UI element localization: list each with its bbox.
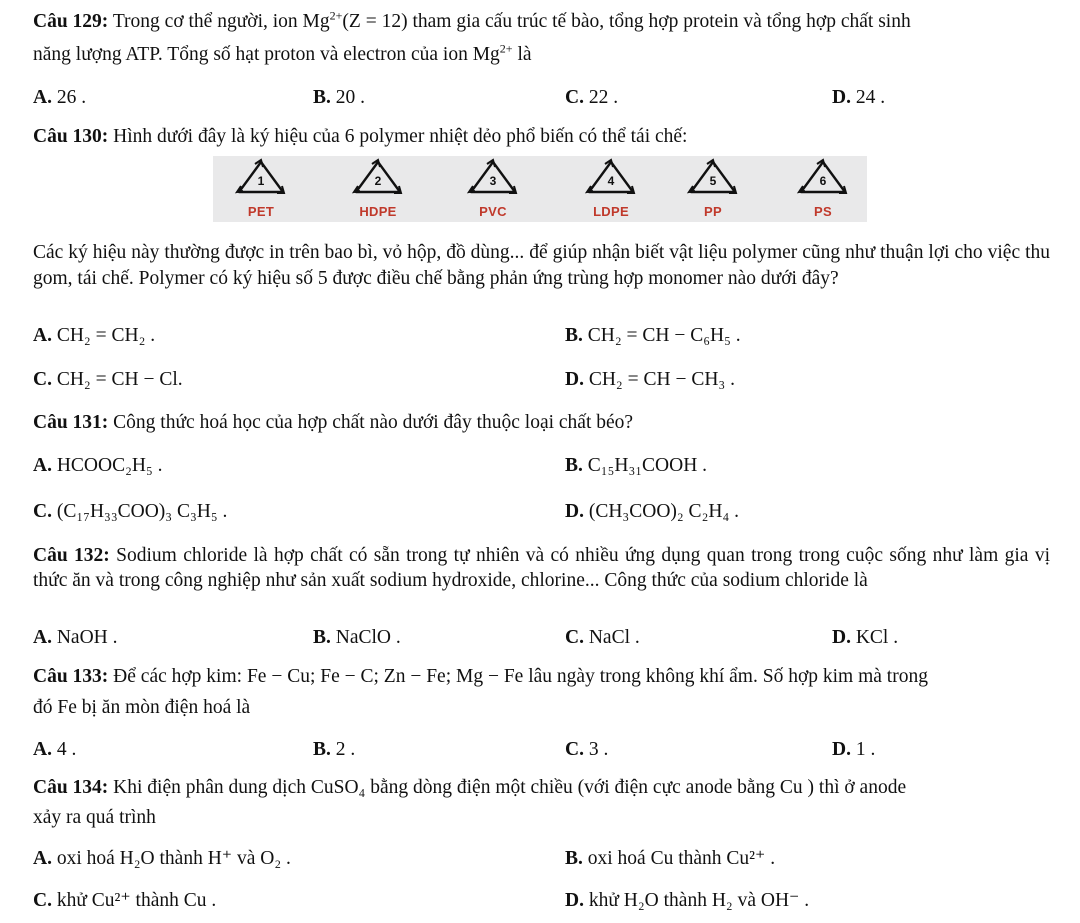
q131-option-c[interactable]: C. (C₁₇H₃₃COO)₃ C₃H₅ . (33, 501, 228, 522)
recycle-symbol-5 (673, 158, 753, 220)
q133-text: Để các hợp kim: (108, 666, 247, 687)
q130-option-b[interactable]: B. CH₂ = CH − C₆H₅ . (565, 325, 741, 346)
cuso4-formula: CuSO₄ (310, 777, 366, 798)
q129-option-a[interactable]: A. 26 . (33, 87, 87, 108)
q133-option-d[interactable]: D. 1 . (832, 739, 876, 760)
q130-line1 (33, 125, 1050, 149)
q129-option-c[interactable]: C. 22 . (565, 87, 619, 108)
recycle-code-4: 4 (607, 174, 615, 188)
recycle-symbol-3 (453, 158, 533, 220)
q133-option-a[interactable]: A. 4 . (33, 739, 77, 760)
q131-line1 (33, 411, 1050, 435)
q131-option-d[interactable]: D. (CH₃COO)₂ C₂H₄ . (565, 501, 739, 522)
mg-ion-2: $Mg^{2+}$ (472, 41, 513, 65)
q133-line1 (33, 665, 1050, 689)
q132-option-d[interactable]: D. KCl . (832, 627, 899, 648)
q130-stem: Hình dưới đây là ký hiệu của 6 polymer nhiệt dẻo phổ biến có thể tái chế: (108, 126, 688, 147)
q132-option-b[interactable]: B. NaClO . (313, 627, 401, 648)
q129-text-3: năng lượng ATP. Tổng số hạt proton và electron của ion (33, 44, 473, 65)
recycle-abbr-5: PP (704, 204, 722, 219)
recycle-code-6: 6 (819, 174, 827, 188)
q130-option-a[interactable]: A. CH₂ = CH₂ . (33, 325, 156, 346)
q131-option-a[interactable]: A. HCOOC₂H₅ . (33, 455, 163, 476)
q134-text: Khi điện phân dung dịch (108, 777, 311, 798)
q130-option-c[interactable]: C. CH₂ = CH − Cl. (33, 369, 183, 390)
q130-number: Câu 130: (33, 126, 109, 147)
q129-option-b[interactable]: B. 20 . (313, 87, 366, 108)
q134-text-2: bằng dòng điện một chiều (với điện cực anode bằng Cu ) thì ở anode (365, 777, 907, 798)
recycle-abbr-6: PS (814, 204, 832, 219)
recycle-abbr-3: PVC (479, 204, 507, 219)
q134-number: Câu 134: (33, 777, 109, 798)
q133-option-b[interactable]: B. 2 . (313, 739, 356, 760)
q129-text-2: tham gia cấu trúc tế bào, tổng hợp protein và tổng hợp chất sinh (407, 11, 911, 32)
q134-option-d[interactable]: D. khử H₂O thành H₂ và OH⁻ . (565, 890, 810, 911)
recycle-code-5: 5 (709, 174, 717, 188)
q133-text-2: lâu ngày trong không khí ẩm. Số hợp kim mà trong (523, 666, 928, 687)
q134-option-c[interactable]: C. khử Cu²⁺ thành Cu . (33, 890, 217, 911)
q134-line1 (33, 776, 1050, 800)
q129-text: Trong cơ thể người, ion (108, 11, 303, 32)
q130-option-d[interactable]: D. CH₂ = CH − CH₃ . (565, 369, 735, 390)
recycle-symbol-1 (221, 158, 301, 220)
recycle-abbr-1: PET (247, 204, 275, 219)
q132-option-a[interactable]: A. NaOH . (33, 627, 118, 648)
q129-line1 (33, 10, 1050, 34)
alloy-list: Fe − Cu; Fe − C; Zn − Fe; Mg − Fe (246, 666, 524, 687)
q134-line2: xảy ra quá trình (33, 807, 156, 828)
recycle-symbol-2 (338, 158, 418, 220)
atomic-number: (Z = 12) (342, 11, 408, 32)
q129-line2 (33, 43, 1050, 67)
q131-stem: Công thức hoá học của hợp chất nào dưới đây thuộc loại chất béo? (108, 412, 634, 433)
recycle-code-1: 1 (257, 174, 265, 188)
q133-line2: đó Fe bị ăn mòn điện hoá là (33, 697, 251, 718)
q131-number: Câu 131: (33, 412, 109, 433)
q129-option-d[interactable]: D. 24 . (832, 87, 886, 108)
recycle-symbol-6 (783, 158, 863, 220)
q133-number: Câu 133: (33, 666, 109, 687)
q132-option-c[interactable]: C. NaCl . (565, 627, 640, 648)
q129-text-4: là (512, 44, 532, 65)
q129-number: Câu 129: (33, 11, 109, 32)
q134-option-b[interactable]: B. oxi hoá Cu thành Cu²⁺ . (565, 848, 776, 869)
recycle-code-2: 2 (374, 174, 382, 188)
q134-option-a[interactable]: A. oxi hoá H₂O thành H⁺ và O₂ . (33, 848, 291, 869)
recycle-code-3: 3 (489, 174, 497, 188)
q130-paragraph: Các ký hiệu này thường được in trên bao bì, vỏ hộp, đồ dùng... để giúp nhận biết vật liệu polymer cũng như thuận lợi cho việc thu gom, tái chế. Polymer có ký hiệu số 5 được điều chế bằng phản ứng trùng hợp monomer nào dưới đây? (33, 242, 1050, 289)
recycle-symbol-4 (571, 158, 651, 220)
q132-stem-block (33, 543, 1050, 593)
q132-number: Câu 132: (33, 545, 110, 566)
q132-stem: Sodium chloride là hợp chất có sẵn trong tự nhiên và có nhiều ứng dụng quan trong trong cuộc sống như làm gia vị thức ăn và trong công nghiệp như sản xuất sodium hydroxide, chlorine... Công thức của sodium chloride là (33, 545, 1050, 591)
recycle-abbr-4: LDPE (593, 204, 629, 219)
recycling-codes-strip (213, 156, 867, 222)
q131-option-b[interactable]: B. C₁₅H₃₁COOH . (565, 455, 708, 476)
recycle-abbr-2: HDPE (359, 204, 397, 219)
q133-option-c[interactable]: C. 3 . (565, 739, 609, 760)
mg-ion: $Mg^{2+}$ (302, 8, 343, 32)
